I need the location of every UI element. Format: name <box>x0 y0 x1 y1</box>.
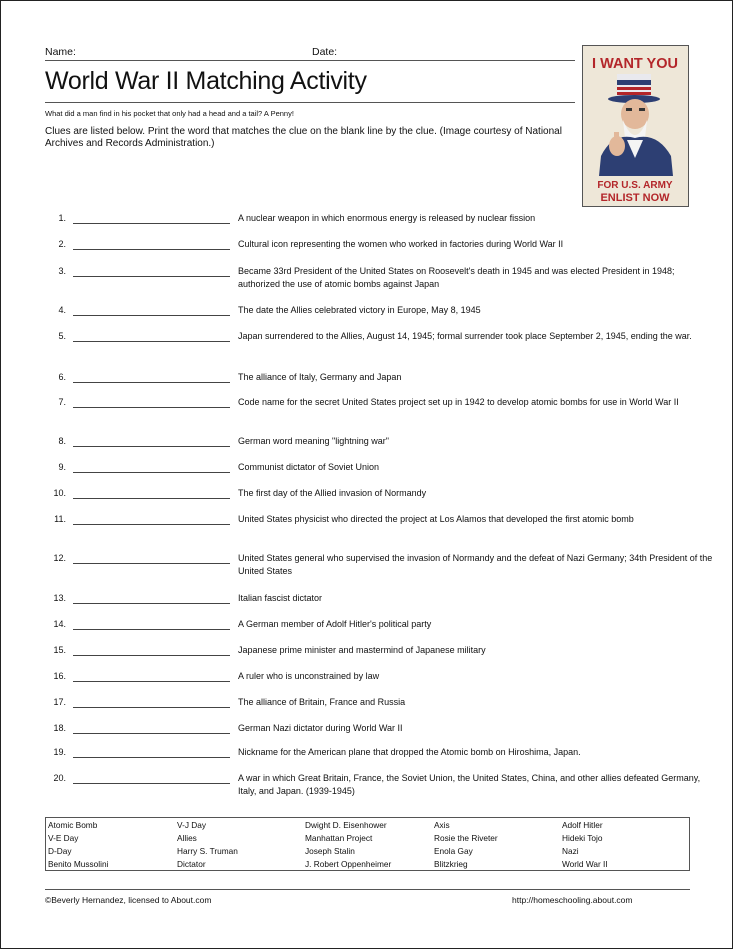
answer-blank[interactable] <box>73 382 230 383</box>
clue-text: United States general who supervised the invasion of Normandy and the defeat of Nazi Germany; 34th President of the United States <box>238 553 713 576</box>
answer-blank[interactable] <box>73 629 230 630</box>
answer-blank[interactable] <box>73 472 230 473</box>
answer-blank[interactable] <box>73 707 230 708</box>
clue-text: Italian fascist dictator <box>238 593 323 603</box>
answer-blank[interactable] <box>73 446 230 447</box>
answer-blank[interactable] <box>73 655 230 656</box>
word-bank-item: Axis <box>434 820 450 830</box>
title-underline <box>45 102 575 103</box>
word-bank-item: World War II <box>562 858 608 869</box>
word-bank-item: D-Day <box>48 845 72 856</box>
poster-enlist-text: ENLIST NOW <box>600 192 670 204</box>
answer-blank[interactable] <box>73 315 230 316</box>
clue-number: 19. <box>53 747 66 757</box>
clue-number: 9. <box>58 462 66 472</box>
poster-top-text: I WANT YOU <box>592 56 678 72</box>
clue-text: Cultural icon representing the women who worked in factories during World War II <box>238 239 564 249</box>
word-bank-column <box>305 819 391 871</box>
answer-blank[interactable] <box>73 733 230 734</box>
clue-text: The alliance of Italy, Germany and Japan <box>238 372 402 382</box>
word-bank-column <box>177 819 238 871</box>
word-bank-item: Atomic Bomb <box>48 820 98 830</box>
name-underline <box>45 60 575 61</box>
clue-number: 3. <box>58 266 66 276</box>
word-bank-item: Joseph Stalin <box>305 845 355 856</box>
word-bank-item: Hideki Tojo <box>562 832 603 843</box>
clue-number: 17. <box>53 697 66 707</box>
answer-blank[interactable] <box>73 223 230 224</box>
instructions-text: Clues are listed below. Print the word that matches the clue on the blank line by the clue. (Image courtesy of National Archives and Records Administration.) <box>45 126 562 149</box>
answer-blank[interactable] <box>73 276 230 277</box>
word-bank-item: J. Robert Oppenheimer <box>305 858 392 869</box>
uncle-sam-poster-image <box>582 45 689 207</box>
word-bank-item: Nazi <box>562 845 579 856</box>
word-bank-item: Blitzkrieg <box>434 858 468 869</box>
clue-number: 5. <box>58 331 66 341</box>
word-bank-item: Dictator <box>177 858 206 869</box>
clue-text: Nickname for the American plane that dropped the Atomic bomb on Hiroshima, Japan. <box>238 747 581 757</box>
word-bank-item: Benito Mussolini <box>48 858 109 869</box>
clue-text: German word meaning "lightning war" <box>238 436 389 446</box>
page-title: World War II Matching Activity <box>45 67 367 95</box>
word-bank-column <box>48 819 108 871</box>
answer-blank[interactable] <box>73 498 230 499</box>
poster-army-text: FOR U.S. ARMY <box>597 180 673 191</box>
clue-text: The first day of the Allied invasion of Normandy <box>238 488 427 498</box>
date-label: Date: <box>312 46 338 58</box>
word-bank-item: Dwight D. Eisenhower <box>305 820 387 830</box>
answer-blank[interactable] <box>73 249 230 250</box>
answer-blank[interactable] <box>73 603 230 604</box>
clue-text: A German member of Adolf Hitler's political party <box>238 619 432 629</box>
clue-number: 2. <box>58 239 66 249</box>
clue-number: 13. <box>53 593 66 603</box>
footer-rule <box>45 889 690 890</box>
answer-blank[interactable] <box>73 407 230 408</box>
clue-number: 7. <box>58 397 66 407</box>
clue-text: Japan surrendered to the Allies, August 14, 1945; formal surrender took place September 2, 1945, ending the war. <box>238 331 692 341</box>
clue-number: 14. <box>53 619 66 629</box>
clue-number: 10. <box>53 488 66 498</box>
word-bank-item: Allies <box>177 832 197 843</box>
clue-number: 6. <box>58 372 66 382</box>
answer-blank[interactable] <box>73 563 230 564</box>
clue-text: German Nazi dictator during World War II <box>238 723 403 733</box>
word-bank-item: Manhattan Project <box>305 832 373 843</box>
answer-blank[interactable] <box>73 524 230 525</box>
answer-blank[interactable] <box>73 757 230 758</box>
clue-text: Communist dictator of Soviet Union <box>238 462 380 472</box>
clue-text: Became 33rd President of the United States on Roosevelt's death in 1945 and was elected President in 1948; authorized the use of atomic bombs against Japan <box>238 266 675 289</box>
clue-text: Japanese prime minister and mastermind of Japanese military <box>238 645 486 655</box>
clue-text: A nuclear weapon in which enormous energy is released by nuclear fission <box>238 213 536 223</box>
word-bank-item: V-J Day <box>177 820 207 830</box>
clue-number: 4. <box>58 305 66 315</box>
riddle-text: What did a man find in his pocket that only had a head and a tail? A Penny! <box>45 109 294 118</box>
clue-text: A war in which Great Britain, France, the Soviet Union, the United States, China, and other allies defeated Germany, Italy, and Japan. (1939-1945) <box>238 773 701 796</box>
clue-number: 1. <box>58 213 66 223</box>
clue-text: The date the Allies celebrated victory in Europe, May 8, 1945 <box>238 305 481 315</box>
clue-text: A ruler who is unconstrained by law <box>238 671 380 681</box>
answer-blank[interactable] <box>73 783 230 784</box>
name-date-line <box>45 46 338 58</box>
clue-number: 12. <box>53 553 66 563</box>
word-bank-column <box>434 819 498 871</box>
footer-url: http://homeschooling.about.com <box>512 895 633 905</box>
word-bank-column <box>562 819 608 871</box>
clue-number: 16. <box>53 671 66 681</box>
clue-number: 15. <box>53 645 66 655</box>
word-bank-item: Rosie the Riveter <box>434 832 498 843</box>
word-bank-item: Adolf Hitler <box>562 820 603 830</box>
name-label: Name: <box>45 46 76 58</box>
clue-text: United States physicist who directed the project at Los Alamos that developed the first atomic bomb <box>238 514 634 524</box>
word-bank-item: Enola Gay <box>434 845 473 856</box>
clue-number: 11. <box>54 514 66 524</box>
clue-text: The alliance of Britain, France and Russia <box>238 697 406 707</box>
clue-text: Code name for the secret United States project set up in 1942 to develop atomic bombs for use in World War II <box>238 397 679 407</box>
footer-copyright: ©Beverly Hernandez, licensed to About.com <box>45 895 212 905</box>
answer-blank[interactable] <box>73 341 230 342</box>
clue-number: 18. <box>53 723 66 733</box>
word-bank <box>45 817 690 871</box>
answer-blank[interactable] <box>73 681 230 682</box>
clue-number: 8. <box>58 436 66 446</box>
word-bank-item: Harry S. Truman <box>177 845 238 856</box>
clue-number: 20. <box>53 773 66 783</box>
word-bank-item: V-E Day <box>48 832 79 843</box>
